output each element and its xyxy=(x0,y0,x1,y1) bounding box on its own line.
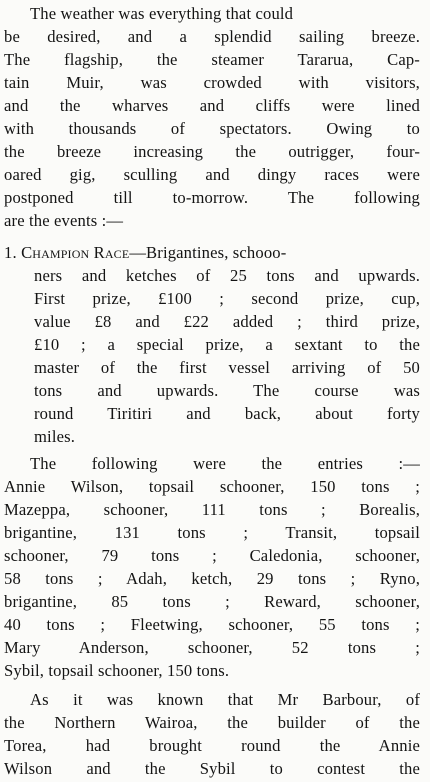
text-line: tons and upwards. The course was xyxy=(34,381,420,400)
text-line: Annie Wilson, topsail schooner, 150 tons ; xyxy=(4,477,420,496)
text-line: £10 ; a special prize, a sextant to the xyxy=(34,335,420,354)
text-line: be desired, and a splendid sailing breeze. xyxy=(4,27,420,46)
text-line: round Tiritiri and back, about forty xyxy=(34,404,420,423)
event-heading-line xyxy=(4,241,420,264)
text-line: and the wharves and cliffs were lined xyxy=(4,96,420,115)
text-line: As it was known that Mr Barbour, of xyxy=(30,690,420,709)
text-line: The weather was everything that could xyxy=(30,4,294,23)
text-line: Torea, had brought round the Annie xyxy=(4,736,420,755)
text-line: the breeze increasing the outrigger, four- xyxy=(4,142,420,161)
text-line: Mazeppa, schooner, 111 tons ; Borealis, xyxy=(4,500,420,519)
text-line: with thousands of spectators. Owing to xyxy=(4,119,420,138)
text-line: Sybil, topsail schooner, 150 tons. xyxy=(4,661,230,680)
text-line: schooner, 79 tons ; Caledonia, schooner, xyxy=(4,546,420,565)
text-line: ners and ketches of 25 tons and upwards. xyxy=(34,266,420,285)
text-line: oared gig, sculling and dingy races were xyxy=(4,165,420,184)
text-line: 40 tons ; Fleetwing, schooner, 55 tons ; xyxy=(4,615,420,634)
event-title: Champion Race xyxy=(21,243,130,262)
event-description-start: —Brigantines, schooo- xyxy=(129,243,287,262)
text-line: miles. xyxy=(34,427,75,446)
text-line: 58 tons ; Adah, ketch, 29 tons ; Ryno, xyxy=(4,569,420,588)
text-line: The flagship, the steamer Tararua, Cap- xyxy=(4,50,420,69)
text-line: tain Muir, was crowded with visitors, xyxy=(4,73,420,92)
text-line: Mary Anderson, schooner, 52 tons ; xyxy=(4,638,420,657)
text-line: the Northern Wairoa, the builder of the xyxy=(4,713,420,732)
text-line: postponed till to-morrow. The following xyxy=(4,188,420,207)
entries-heading: The following were the entries :— xyxy=(30,454,420,473)
text-line: First prize, £100 ; second prize, cup, xyxy=(34,289,420,308)
text-line: master of the first vessel arriving of 50 xyxy=(34,358,420,377)
text-line: brigantine, 85 tons ; Reward, schooner, xyxy=(4,592,420,611)
text-line: are the events :— xyxy=(4,211,124,230)
event-number: 1. xyxy=(4,243,17,262)
text-line: Wilson and the Sybil to contest the xyxy=(4,759,420,778)
text-line: value £8 and £22 added ; third prize, xyxy=(34,312,420,331)
text-line: brigantine, 131 tons ; Transit, topsail xyxy=(4,523,420,542)
